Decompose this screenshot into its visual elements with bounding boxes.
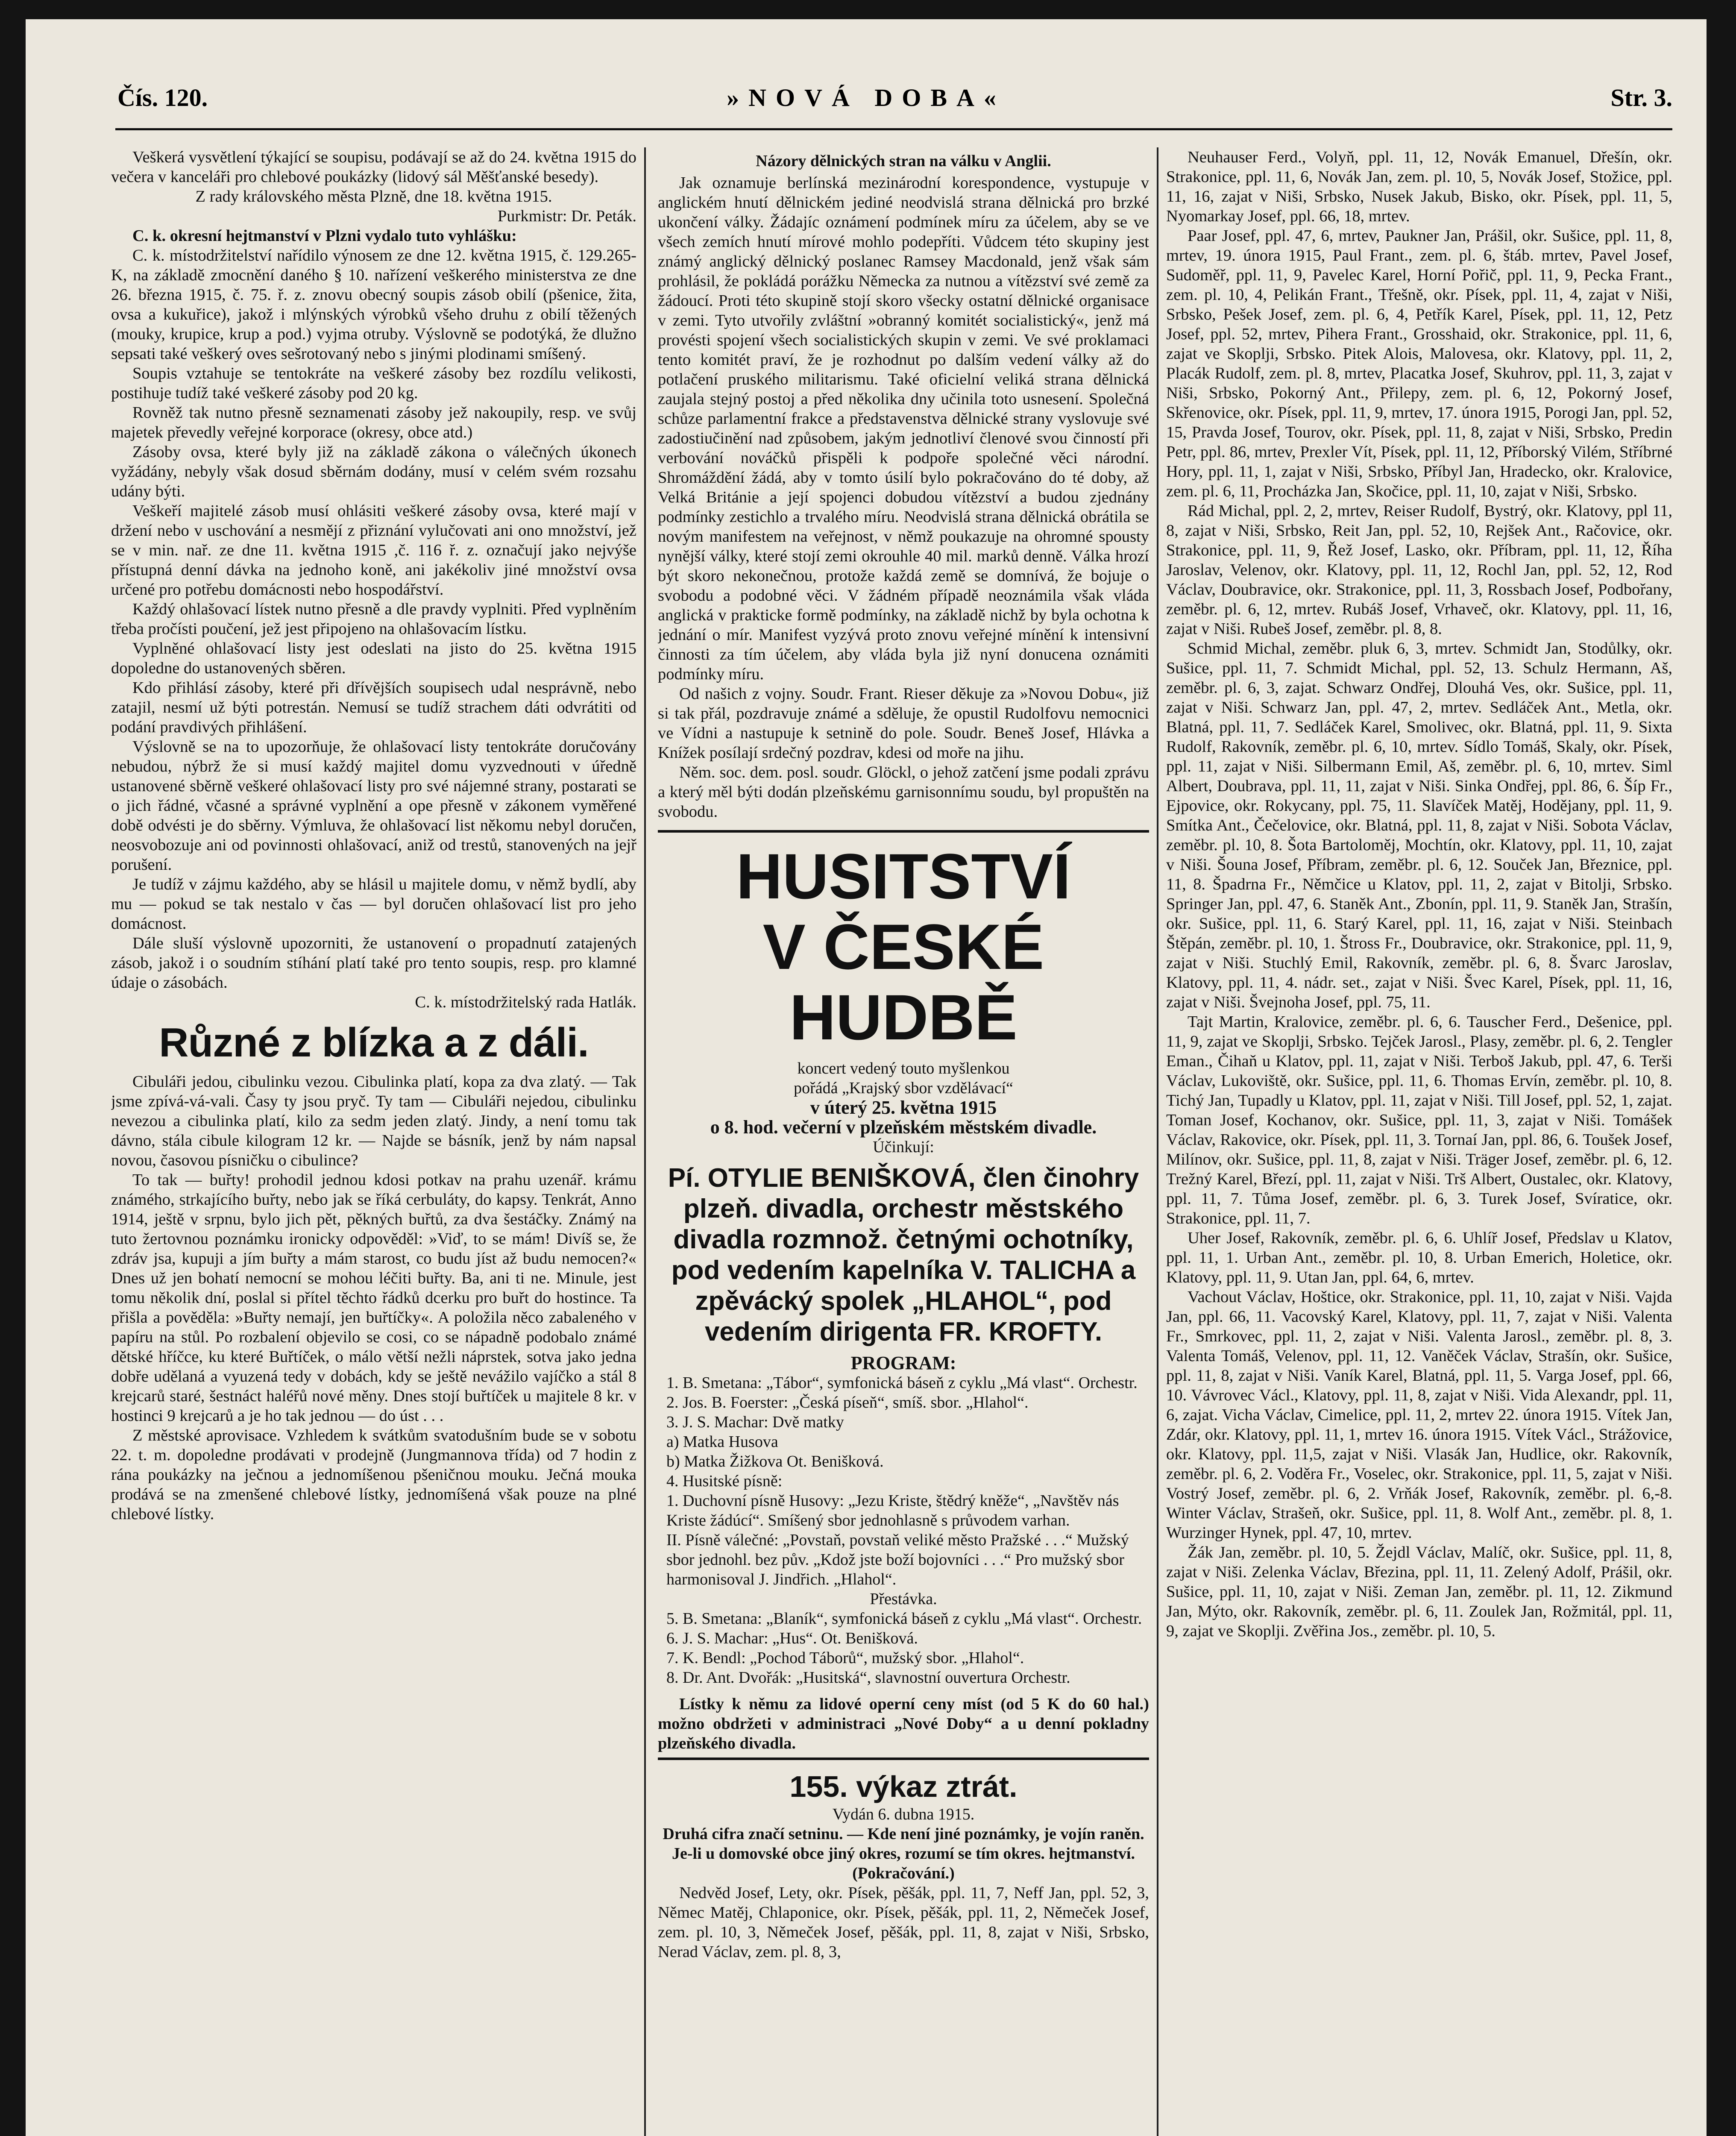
paragraph: Dále sluší výslovně upozorniti, že ustanovení o propadnutí zatajených zásob, jakož i o soudním stíhání platí také pro tento soupis, resp. pro klamné údaje o zásobách.: [111, 934, 636, 992]
program-item: 5. B. Smetana: „Blaník“, symfonická báseň z cyklu „Má vlast“. Orchestr.: [666, 1610, 1142, 1628]
ad-text: pořádá „Krajský sbor vzdělávací“: [794, 1079, 1013, 1097]
casualty-list-title: 155. výkaz ztrát.: [789, 1770, 1018, 1803]
newspaper-title: »NOVÁ DOBA«: [727, 84, 1006, 111]
paragraph: Z rady královského města Plzně, dne 18. května 1915.: [195, 188, 552, 205]
casualty-entry: Žák Jan, zeměbr. pl. 10, 5. Žejdl Václav, Malíč, okr. Sušice, ppl. 11, 8, zajat v Niši. Zelenka Václav, Březina, ppl. 11, 11. Zelený Adolf, Prášil, okr. Sušice, ppl. 11, 10, zajat v Niši. Zeman Jan, zeměbr. pl. 11, 12. Zikmund Jan, Mýto, okr. Rakovník, zeměbr. pl. 6, 11. Zoulek Jan, Rožmitál, ppl. 11, 9, zajat ve Skoplji. Zvěřina Jos., zeměbr. pl. 10, 5.: [1166, 1543, 1672, 1640]
signature: Purkmistr: Dr. Peták.: [497, 207, 636, 225]
paragraph: To tak — buřty! prohodil jednou kdosi potkav na prahu uzenář. krámu známého, strkajícího buřty, nebo jak se říká cerbuláty, do kapsy. Tenkrát, Anno 1914, ještě v srpnu, bylo jich pět, pěkných buřtů, za dva šestáčky. Známý na tuto žertovnou poznámku ironicky odpověděl: »Viď, to se mám! Divíš se, že zdráv jsa, kupuji a jím buřty a mám starost, co budu jíst až budu nemocen?« Dnes už jen bohatí nemocní se mohou léčiti buřty. Ba, ani ti ne. Minule, jest tomu několik dní, poslal si přítel těchto řádků dcerku pro buřt do hostince. Ta přišla a pověděla: »Buřty nemají, jen buřtíčky«. A položila něco zabaleného v papíru na stůl. Po rozbalení objevilo se cosi, co se nápadně podobalo známé dětské hříčce, ku které Buřtíček, o málo větší nežli náprstek, sotva jako jedna dobře udělaná a vyuzená tedy v dobách, kdy se ještě nevážilo vajíčko a stál 8 krejcarů staré, šestnáct haléřů nové měny. Dnes stojí buřtíček u majitele 8 kr. v hostinci 9 krejcarů a je ho tak jednou — do úst . . .: [111, 1171, 636, 1425]
paragraph: Od našich z vojny. Soudr. Frant. Rieser děkuje za »Novou Dobu«, již si tak přál, pozdravuje známé a sděluje, že opustil Rudolfovu nemocnici ve Vídni a nastupuje k setnině do pole. Soudr. Beneš Josef, Hlávka a Knížek posílají srdečný pozdrav, kdesi od moře na jihu.: [658, 685, 1149, 762]
column-rule-2: [1157, 147, 1158, 2136]
header-rule: [115, 128, 1672, 130]
program-item: 1. B. Smetana: „Tábor“, symfonická báseň z cyklu „Má vlast“. Orchestr.: [666, 1374, 1138, 1392]
concert-advertisement: [658, 830, 1149, 1760]
article-heading: Názory dělnických stran na válku v Anglii.: [756, 152, 1051, 170]
paragraph: Soupis vztahuje se tentokráte na veškeré zásoby bez rozdílu velikosti, postihuje tudíž také veškeré zásoby pod 20 kg.: [111, 364, 636, 402]
paragraph: Jak oznamuje berlínská mezinárodní korespondence, vystupuje v anglickém hnutí dělnickém jediné neodvislá strana dělnická pro brzké ukončení války. Žádajíc oznámení podmínek míru za účelem, aby se ve všech zemích hnutí mírové mohlo podepříti. Vůdcem této skupiny jest známý anglický dělnický poslanec Ramsey Macdonald, jenž však sám prohlásil, že pokládá porážku Německa za nutnou a vítězství své země za žádoucí. Proti této skupině stojí skoro všecky ostatní dělnické organisace v zemi. Tyto utvořily zvláštní »obranný komitét socialistický«, jenž má provésti spojení všech socialistických skupin v zemi. Ve své proklamaci tento komitét praví, že je rozhodnut po dalším vedení války až do potlačení pruského militarismu. Také oficielní veliká strana dělnická zaujala stejný postoj a před několika dny učinila toto usnesení. Společná schůze parlamentní frakce a představenstva dělnické strany vyslovuje své zadostiučinění nad způsobem, jakým jednotliví členové svou činností při verbování nováčků přispěli k podpoře společné věci národní. Shromáždění žádá, aby v tomto úsilí bylo pokračováno do té doby, až Velká Británie a její spojenci dobudou vítězství a budou zjednány podmínky zestichlo a trvalého míru. Neodvislá strana dělnická obrátila se novým manifestem na veřejnost, v němž poukazuje na ohromné spousty nynější války, které stojí zemi okrouhle 40 mil. marků denně. Válka hrozí být skoro nekonečnou, protože každá země se domnívá, že bojuje o svobodu a podobné věci. V žádném případě neoznámila však vláda anglická v prakticke formě podmínky, na základě nichž by byla ochotna k jednání o mír. Manifest vyzývá proto znovu veřejné mínění k intensivní činnosti za tím účelem, aby vláda byla již nyní donucena oznámiti podmínky míru.: [658, 174, 1149, 683]
program-item: 3. J. S. Machar: Dvě matky: [666, 1413, 844, 1431]
paragraph: Rovněž tak nutno přesně seznamenati zásoby jež nakoupily, resp. ve svůj majetek převedly veřejné korporace (okresy, obce atd.): [111, 404, 636, 441]
column-1: [111, 147, 636, 2136]
casualty-entry: Vachout Václav, Hoštice, okr. Strakonice, ppl. 11, 10, zajat v Niši. Vajda Jan, ppl. 66, 11. Vacovský Karel, Klatovy, ppl. 11, 7, zajat v Niši. Valenta Fr., Smrkovec, ppl. 11, 2, zajat v Niši. Valenta Jarosl., zeměbr. pl. 8, 3. Valenta Tomáš, Velenov, ppl. 11, 12. Vaněček Václav, Strašín, okr. Sušice, ppl. 11, 8, zajat v Niši. Vaník Karel, Blatná, ppl. 11, 5. Varga Josef, ppl. 66, 10. Vávrovec Václ., Klatovy, ppl. 11, 8, zajat v Niši. Vida Alexandr, ppl. 11, 6, zajat. Vicha Václav, Cimelice, ppl. 11, 2, mrtev 22. února 1915. Vítek Jan, Zdár, okr. Klatovy, ppl. 11, 1, mrtev 16. února 1915. Vítek Václ., Strážovice, okr. Klatovy, ppl. 11,5, zajat v Niši. Vlasák Jan, Hudlice, okr. Rakovník, zeměbr. pl. 6, 2. Voděra Fr., Voselec, okr. Strakonice, ppl. 11, 5, zajat v Niši. Vostrý Josef, zeměbr. pl. 6, 2. Vrňák Josef, Rakovník, zeměbr. pl. 6,-8. Winter Václav, Strašeň, okr. Sušice, ppl. 11, 8. Wolf Ant., zeměbr. pl. 8, 1. Wurzinger Hynek, ppl. 47, 10, mrtev.: [1166, 1288, 1672, 1542]
paragraph: Nedvěd Josef, Lety, okr. Písek, pěšák, ppl. 11, 7, Neff Jan, ppl. 52, 3, Němec Matěj, Chlaponice, okr. Písek, pěšák, ppl. 11, 2, Němeček Josef, zem. pl. 10, 3, Němeček Josef, pěšák, ppl. 11, 8, zajat v Niši, Srbsko, Nerad Václav, zem. pl. 8, 3,: [658, 1884, 1149, 1961]
ad-date: v úterý 25. května 1915: [810, 1097, 997, 1118]
newspaper-page: [26, 19, 1707, 2136]
program-item: a) Matka Husova: [666, 1433, 778, 1451]
ad-text: koncert vedený touto myšlenkou: [797, 1059, 1010, 1077]
paragraph: Zásoby ovsa, které byly již na základě zákona o válečných úkonech vyžádány, nebyly však dosud sběrnám dodány, musí v celém svém rozsahu udány býti.: [111, 443, 636, 500]
program-item: II. Písně válečné: „Povstaň, povstaň veliké město Pražské . . .“ Mužský sbor jednohl. bez pův. „Kdož jste boží bojovníci . . .“ Pro mužský sbor harmonisoval J. Jindřich. „Hlahol“.: [666, 1531, 1129, 1588]
program-intermission: Přestávka.: [870, 1590, 937, 1608]
page-header: [26, 83, 1707, 135]
paragraph: Z městské aprovisace. Vzhledem k svátkům svatodušním bude se v sobotu 22. t. m. dopoledne prodávati v prodejně (Jungmannova třída) od 7 hodin z rána poukázky na ječnou a jednomíšenou pšeničnou mouku. Ječná mouka prodává se na zmenšené chlebové lístky, jednomíšená však pouze na plné chlebové lístky.: [111, 1426, 636, 1523]
column-2: [658, 147, 1149, 2136]
program-item: 8. Dr. Ant. Dvořák: „Husitská“, slavnostní ouvertura Orchestr.: [666, 1669, 1070, 1687]
column-rule-1: [644, 147, 646, 2136]
paragraph: Každý ohlašovací lístek nutno přesně a dle pravdy vyplniti. Před vyplněním třeba pročísti poučení, jež jest připojeno na ohlašovacím lístku.: [111, 600, 636, 638]
casualty-entry: Rád Michal, ppl. 2, 2, mrtev, Reiser Rudolf, Bystrý, okr. Klatovy, ppl 11, 8, zajat v Niši, Srbsko, Reit Jan, ppl. 52, 10, Rejšek Ant., Račovice, okr. Strakonice, ppl. 11, 9, Řež Josef, Lasko, okr. Příbram, ppl. 11, 12, Říha Jaroslav, Velenov, okr. Klatovy, ppl. 11, 12, Rochl Jan, ppl. 52, 12, Rod Václav, Doubravice, okr. Strakonice, ppl. 11, 3, Rossbach Josef, Podbořany, zeměbr. pl. 6, 12, mrtev. Rubáš Josef, Vrhaveč, okr. Klatovy, ppl. 11, 16, zajat v Niši. Rubeš Josef, zeměbr. pl. 8, 8.: [1166, 502, 1672, 638]
signature: C. k. místodržitelský rada Hatlák.: [415, 993, 636, 1011]
paragraph: Cibuláři jedou, cibulinku vezou. Cibulinka platí, kopa za dva zlatý. — Tak jsme zpívá-vá-vali. Časy ty jsou pryč. Ty tam — Cibuláři nejedou, cibulinku nevezou a cibulinka platí, kilo za sedm jeden zlatý. Jindy, a není tomu tak dávno, stála cibule kilogram 12 kr. — Najde se básník, jenž by nám napsal novou, časovou písničku o cibulince?: [111, 1073, 636, 1169]
issue-number: Čís. 120.: [117, 84, 208, 111]
casualty-entry: Tajt Martin, Kralovice, zeměbr. pl. 6, 6. Tauscher Ferd., Dešenice, ppl. 11, 9, zajat ve Skoplji, Srbsko. Tejček Jarosl., Plasy, zeměbr. pl. 6, 2. Tengler Eman., Čihaň u Klatov, ppl. 11, zajat v Niši. Terboš Jakub, ppl. 47, 6. Terši Václav, Lukoviště, okr. Sušice, ppl. 11, 6. Thomas Ervín, zeměbr. pl. 10, 8. Tichý Jan, Tupadly u Klatov, ppl. 11, zajat v Niši. Till Josef, ppl. 52, 1, zajat. Toman Josef, Kochanov, okr. Sušice, ppl. 11, 3, zajat v Niši. Tomášek Václav, Rakovice, okr. Písek, ppl. 11, 3. Tornaí Jan, ppl. 86, 6. Toušek Josef, Milínov, okr. Sušice, ppl. 11, 8, zajat v Niši. Träger Josef, zeměbr. pl. 6, 12. Trežný Karel, Březí, ppl. 11, zajat v Niši. Trš Albert, Oustalec, okr. Klatovy, ppl. 11, 7. Tůma Josef, zeměbr. pl. 6, 3. Turek Josef, Svíratice, okr. Strakonice, ppl. 11, 7.: [1166, 1013, 1672, 1227]
notice-heading: C. k. okresní hejtmanství v Plzni vydalo tuto vyhlášku:: [132, 227, 517, 245]
paragraph: Veškerá vysvětlení týkající se soupisu, podávají se až do 24. května 1915 do večera v kanceláři pro chlebové poukázky (lidový sál Měšťanské besedy).: [111, 148, 636, 186]
paragraph: Výslovně se na to upozorňuje, že ohlašovací listy tentokráte doručovány nebudou, nýbrž že si musí každý majitel domu vyzvednouti v úředně ustanovené sběrně veškeré ohlašovací listy pro své nájemné strany, postarati se o jich řádné, včasné a správné vyplnění a ope přesně v zákonem vyměřené době odvésti je do sběrny. Výmluva, že ohlašovací list někomu nebyl doručen, neosvobozuje ani od povinnosti ohlašovací, aniž od trestů, stanovených na jejř porušení.: [111, 738, 636, 874]
program-item: 1. Duchovní písně Husovy: „Jezu Kriste, štědrý kněže“, „Navštěv nás Kriste žádúcí“. Smíšený sbor jednohlasně s průvodem varhan.: [666, 1492, 1119, 1529]
page-number: Str. 3.: [1610, 84, 1672, 111]
ad-footer: Lístky k němu za lidové operní ceny míst (od 5 K do 60 hal.) možno obdržeti v administraci „Nové Doby“ a u denní pokladny plzeňského divadla.: [658, 1695, 1149, 1752]
column-3: [1166, 147, 1672, 2136]
ad-program-heading: PROGRAM:: [850, 1353, 956, 1373]
casualty-list-date: Vydán 6. dubna 1915.: [832, 1805, 975, 1823]
program-item: 2. Jos. B. Foerster: „Česká píseň“, smíš. sbor. „Hlahol“.: [666, 1394, 1029, 1411]
paragraph: Vyplněné ohlašovací listy jest odeslati na jisto do 25. května 1915 dopoledne do ustanovených sběren.: [111, 640, 636, 677]
ad-performers-heading: Účinkují:: [873, 1138, 934, 1156]
section-title: Různé z blízka a z dáli.: [159, 1020, 589, 1065]
paragraph: Kdo přihlásí zásoby, které při dřívějších soupisech udal nesprávně, nebo zatajil, nesmí už býti potrestán. Nemusí se tudíž strachem dáti odvrátiti od podání pravdivých přihlášení.: [111, 679, 636, 736]
casualty-entry: Neuhauser Ferd., Volyň, ppl. 11, 12, Novák Emanuel, Dřešín, okr. Strakonice, ppl. 11, 6, Novák Jan, zem. pl. 10, 5, Novák Josef, Stožice, ppl. 11, 16, zajat v Niši, Srbsko, Nusek Jakub, Bisko, okr. Písek, ppl. 11, 5, Nyomarkay Josef, ppl. 66, 18, mrtev.: [1166, 148, 1672, 225]
casualty-entry: Schmid Michal, zeměbr. pluk 6, 3, mrtev. Schmidt Jan, Stodůlky, okr. Sušice, ppl. 11, 7. Schmidt Michal, ppl. 52, 13. Schulz Hermann, Aš, zeměbr. pl. 6, 3, zajat. Schwarz Ondřej, Dlouhá Ves, okr. Sušice, ppl. 11, zajat v Niši. Schwarz Jan, ppl. 47, 2, mrtev. Sedláček Ant., Metla, okr. Blatná, ppl. 11, 7. Sedláček Karel, Smolivec, okr. Blatná, ppl. 11, 9. Sixta Rudolf, Rakovník, zeměbr. pl. 6, 10, mrtev. Sídlo Tomáš, Skaly, okr. Písek, ppl. 11, zajat v Niši. Silbermann Emil, Aš, zeměbr. pl. 6, 10, mrtev. Siml Albert, Doubrava, ppl. 11, 11, zajat v Niši. Sinka Ondřej, ppl. 86, 6. Šíp Fr., Ejpovice, okr. Rokycany, ppl. 75, 11. Slavíček Matěj, Hodějany, ppl. 11, 9. Smítka Ant., Čečelovice, okr. Blatná, ppl. 11, 8, zajat v Niši. Sobota Václav, zeměbr. pl. 10, 8. Šota Bartoloměj, Mochtín, okr. Klatovy, ppl. 11, 10, zajat v Niši. Šouna Josef, Příbram, zeměbr. pl. 6, 12. Souček Jan, Březnice, ppl. 11, 8. Špadrna Fr., Němčice u Klatov, ppl. 11, 2, zajat v Bitolji, Srbsko. Springer Jan, ppl. 47, 6. Staněk Ant., Zbonín, ppl. 11, 9. Staněk Jan, Strašín, okr. Sušice, ppl. 11, 6. Starý Karel, ppl. 11, 16, zajat v Niši. Steinbach Štěpán, zeměbr. pl. 10, 1. Štross Fr., Doubravice, okr. Strakonice, ppl. 11, 9, zajat v Niši. Stuchlý Emil, Rakovník, zeměbr. pl. 6, 8. Švarc Jaroslav, Klatovy, ppl. 11, 4. nádr. set., zajat v Niši. Švec Karel, Písek, ppl. 11, 16, zajat v Niši. Švejnoha Josef, ppl. 75, 11.: [1166, 640, 1672, 1011]
casualty-entry: Paar Josef, ppl. 47, 6, mrtev, Paukner Jan, Prášil, okr. Sušice, ppl. 11, 8, mrtev, 19. února 1915, Paul Frant., zem. pl. 6, štáb. mrtev, Pavel Josef, Sudoměř, ppl. 11, 9, Pavelec Karel, Horní Pořič, ppl. 11, 9, Pecka Frant., zem. pl. 10, 4, Pelikán Frant., Třešně, okr. Písek, ppl. 11, 4, zajat v Niši, Srbsko, Pešek Josef, zem. pl. 6, 4, Petřík Karel, Písek, ppl. 11, 12, Petz Josef, ppl. 52, mrtev, Pihera Frant., Grosshaid, okr. Strakonice, ppl. 11, 6, zajat ve Skoplji, Srbsko. Pitek Alois, Malovesa, okr. Klatovy, ppl. 11, 2, Placák Rudolf, zem. pl. 8, mrtev, Placatka Josef, Skuhrov, ppl. 11, 3, zajat v Niši, Srbsko, Pokorný Ant., Přilepy, zem. pl. 6, 12, Pokorný Josef, Skřenovice, okr. Písek, ppl. 11, 9, mrtev, 17. února 1915, Porogi Jan, ppl. 52, 15, Pravda Josef, Tourov, okr. Písek, ppl. 11, 8, zajat v Niši, Srbsko, Predin Petr, ppl. 86, mrtev, Prexler Vít, Písek, ppl. 11, 12, Příborský Vilém, Stříbrné Hory, ppl. 11, 1, zajat v Niši, Srbsko, Příbyl Jan, Hradecko, okr. Kralovice, zem. pl. 6, 11, Procházka Jan, Skočice, ppl. 11, 10, zajat v Niši, Srbsko.: [1166, 227, 1672, 500]
ad-venue: o 8. hod. večerní v plzeňském městském divadle.: [710, 1117, 1097, 1138]
paragraph: C. k. místodržitelství nařídilo výnosem ze dne 12. května 1915, č. 129.265-K, na základě zmocnění daného § 10. nařízení veškerého ministerstva ze dne 26. března 1915, č. 75. ř. z. znovu obecný soupis zásob obilí (pšenice, žita, ovsa a kukuřice), jakož i mlýnských výrobků všeho druhu z obilí těžených (mouky, krupice, krup a pod.) vyjma otruby. Výslovně se podotýká, že dlužno sepsati také veškerý oves sešrotovaný nebo s jinými plodinami smíšený.: [111, 246, 636, 363]
program-item: 7. K. Bendl: „Pochod Táborů“, mužský sbor. „Hlahol“.: [666, 1649, 1024, 1667]
paragraph: Veškeří majitelé zásob musí ohlásiti veškeré zásoby ovsa, které mají v držení nebo v uschování a nesmějí z přiznání vylučovati ani ono množství, jež se v min. nař. ze dne 11. května 1915 ,č. 116 ř. z. označují jako nejvýše přístupná denní dávka na jednoho koně, ani jakékoliv jiné množství ovsa určené pro potřebu domácnosti nebo hospodářství.: [111, 502, 636, 599]
ad-title-line-1: HUSITSTVÍ: [736, 840, 1071, 912]
paragraph: Něm. soc. dem. posl. soudr. Glöckl, o jehož zatčení jsme podali zprávu a který měl býti dodán plzeňskému garnisonnímu soudu, byl propuštěn na svobodu.: [658, 763, 1149, 821]
program-item: b) Matka Žižkova Ot. Benišková.: [666, 1452, 884, 1470]
ad-performers: Pí. OTYLIE BENIŠKOVÁ, člen činohry plzeň. divadla, orchestr městského divadla rozmnož. četnými ochotníky, pod vedením kapelníka V. TALICHA a zpěvácký spolek „HLAHOL“, pod vedením dirigenta FR. KROFTY.: [668, 1163, 1139, 1347]
program-item: 4. Husitské písně:: [666, 1472, 783, 1490]
casualty-entry: Uher Josef, Rakovník, zeměbr. pl. 6, 6. Uhlíř Josef, Předslav u Klatov, ppl. 11, 1. Urban Ant., zeměbr. pl. 10, 8. Urban Emerich, Holetice, okr. Klatovy, ppl. 11, 9. Utan Jan, ppl. 64, 6, mrtev.: [1166, 1229, 1672, 1286]
program-item: 6. J. S. Machar: „Hus“. Ot. Benišková.: [666, 1629, 918, 1647]
ad-title-line-2: V ČESKÉ HUDBĚ: [762, 911, 1044, 1053]
casualty-list-note: Druhá cifra značí setninu. — Kde není jiné poznámky, je vojín raněn. Je-li u domovské obce jiný okres, rozumí se tím okres. hejtmanství. (Pokračování.): [663, 1825, 1144, 1882]
paragraph: Je tudíž v zájmu každého, aby se hlásil u majitele domu, v němž bydlí, aby mu — pokud se tak nestalo v čas — byl doručen ohlašovací list pro jeho domácnost.: [111, 875, 636, 933]
